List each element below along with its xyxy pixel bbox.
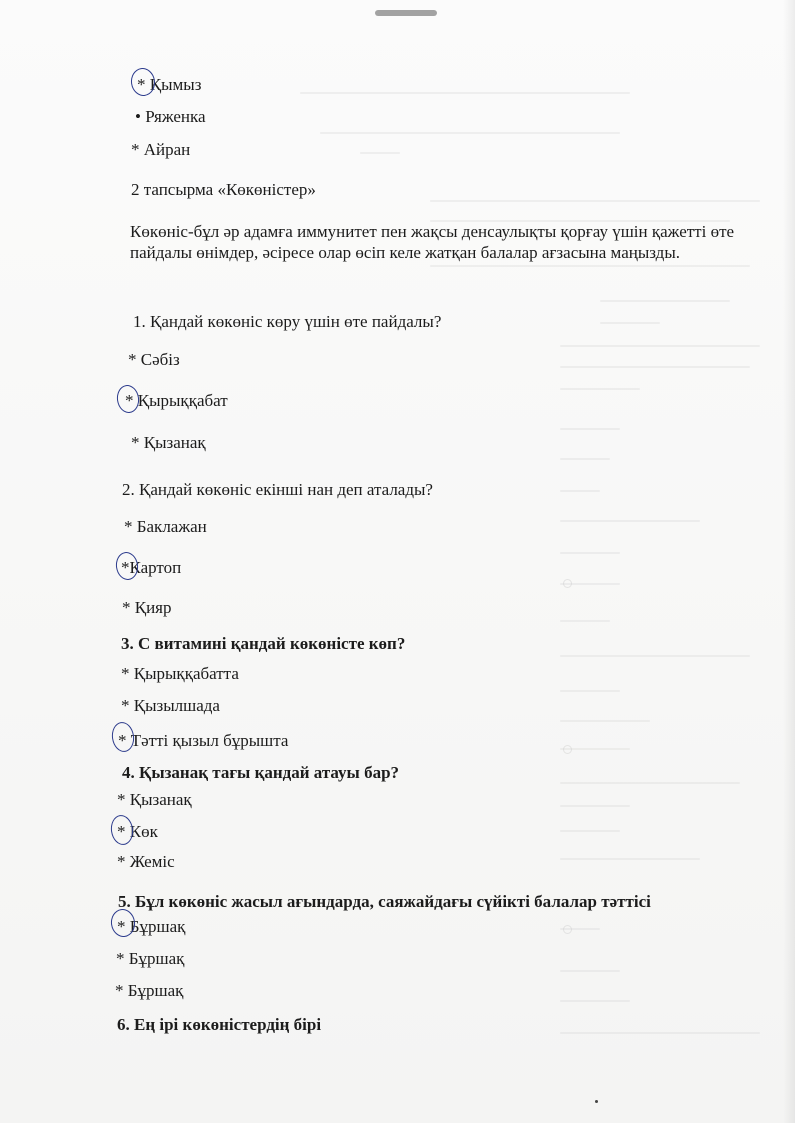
show-through-line bbox=[300, 92, 630, 94]
show-through-mark bbox=[563, 579, 572, 588]
show-through-line bbox=[430, 200, 760, 202]
show-through-line bbox=[560, 1032, 760, 1034]
question-2: 2. Қандай көкөніс екінші нан деп аталады? bbox=[122, 480, 433, 499]
option-text: * Баклажан bbox=[124, 517, 207, 536]
question-5: 5. Бұл көкөніс жасыл ағындарда, саяжайдағы сүйікті балалар тәттісі bbox=[118, 892, 651, 911]
show-through-line bbox=[560, 720, 650, 722]
show-through-line bbox=[560, 782, 740, 784]
question-1: 1. Қандай көкөніс көру үшін өте пайдалы? bbox=[133, 312, 442, 331]
option-text: * Қызанақ bbox=[131, 433, 206, 452]
option-text: *Картоп bbox=[121, 558, 182, 577]
show-through-line bbox=[560, 690, 620, 692]
show-through-line bbox=[320, 132, 620, 134]
show-through-line bbox=[560, 520, 700, 522]
option-text: * Бұршақ bbox=[117, 917, 186, 936]
show-through-line bbox=[560, 830, 620, 832]
show-through-line bbox=[560, 345, 760, 347]
option-text: * Бұршақ bbox=[115, 981, 184, 1000]
stray-dot bbox=[595, 1100, 598, 1103]
option-text: * Қызылшада bbox=[121, 696, 220, 715]
show-through-line bbox=[600, 300, 730, 302]
show-through-line bbox=[560, 970, 620, 972]
question-4: 4. Қызанақ тағы қандай атауы бар? bbox=[122, 763, 400, 782]
option-text: * Қырыққабатта bbox=[121, 664, 239, 683]
show-through-line bbox=[560, 388, 640, 390]
option-text: * Көк bbox=[117, 822, 158, 841]
option-text: * Қияр bbox=[122, 598, 172, 617]
page-edge-shadow bbox=[783, 0, 795, 1123]
task-title: 2 тапсырма «Көкөністер» bbox=[131, 180, 316, 199]
option-text: * Тәтті қызыл бұрышта bbox=[118, 731, 289, 750]
question-3: 3. С витамині қандай көкөністе көп? bbox=[121, 634, 406, 653]
show-through-line bbox=[560, 458, 610, 460]
show-through-line bbox=[560, 552, 620, 554]
show-through-line bbox=[560, 805, 630, 807]
show-through-mark bbox=[563, 745, 572, 754]
show-through-line bbox=[560, 655, 750, 657]
show-through-line bbox=[560, 1000, 630, 1002]
header-scribble bbox=[375, 10, 437, 16]
option-text: * Айран bbox=[131, 140, 191, 159]
option-text: * Жеміс bbox=[117, 852, 175, 871]
option-text: * Сәбіз bbox=[128, 350, 180, 369]
show-through-line bbox=[360, 152, 400, 154]
option-text: * Қымыз bbox=[137, 75, 202, 94]
show-through-mark bbox=[563, 925, 572, 934]
option-text: * Қызанақ bbox=[117, 790, 192, 809]
show-through-line bbox=[600, 322, 660, 324]
show-through-line bbox=[560, 366, 750, 368]
option-text: * Қырыққабат bbox=[125, 391, 228, 410]
show-through-line bbox=[430, 265, 750, 267]
option-text: • Ряженка bbox=[135, 107, 206, 126]
option-text: * Бұршақ bbox=[116, 949, 185, 968]
question-6: 6. Ең ірі көкөністердің бірі bbox=[117, 1015, 322, 1034]
task-intro-paragraph: Көкөніс-бұл әр адамға иммунитет пен жақсы денсаулықты қорғау үшін қажетті өте пайдалы өнімдер, әсіресе олар өсіп келе жатқан балалар ағзасына маңызды. bbox=[130, 222, 735, 262]
show-through-line bbox=[560, 428, 620, 430]
show-through-line bbox=[560, 858, 700, 860]
show-through-line bbox=[560, 620, 610, 622]
show-through-line bbox=[560, 490, 600, 492]
